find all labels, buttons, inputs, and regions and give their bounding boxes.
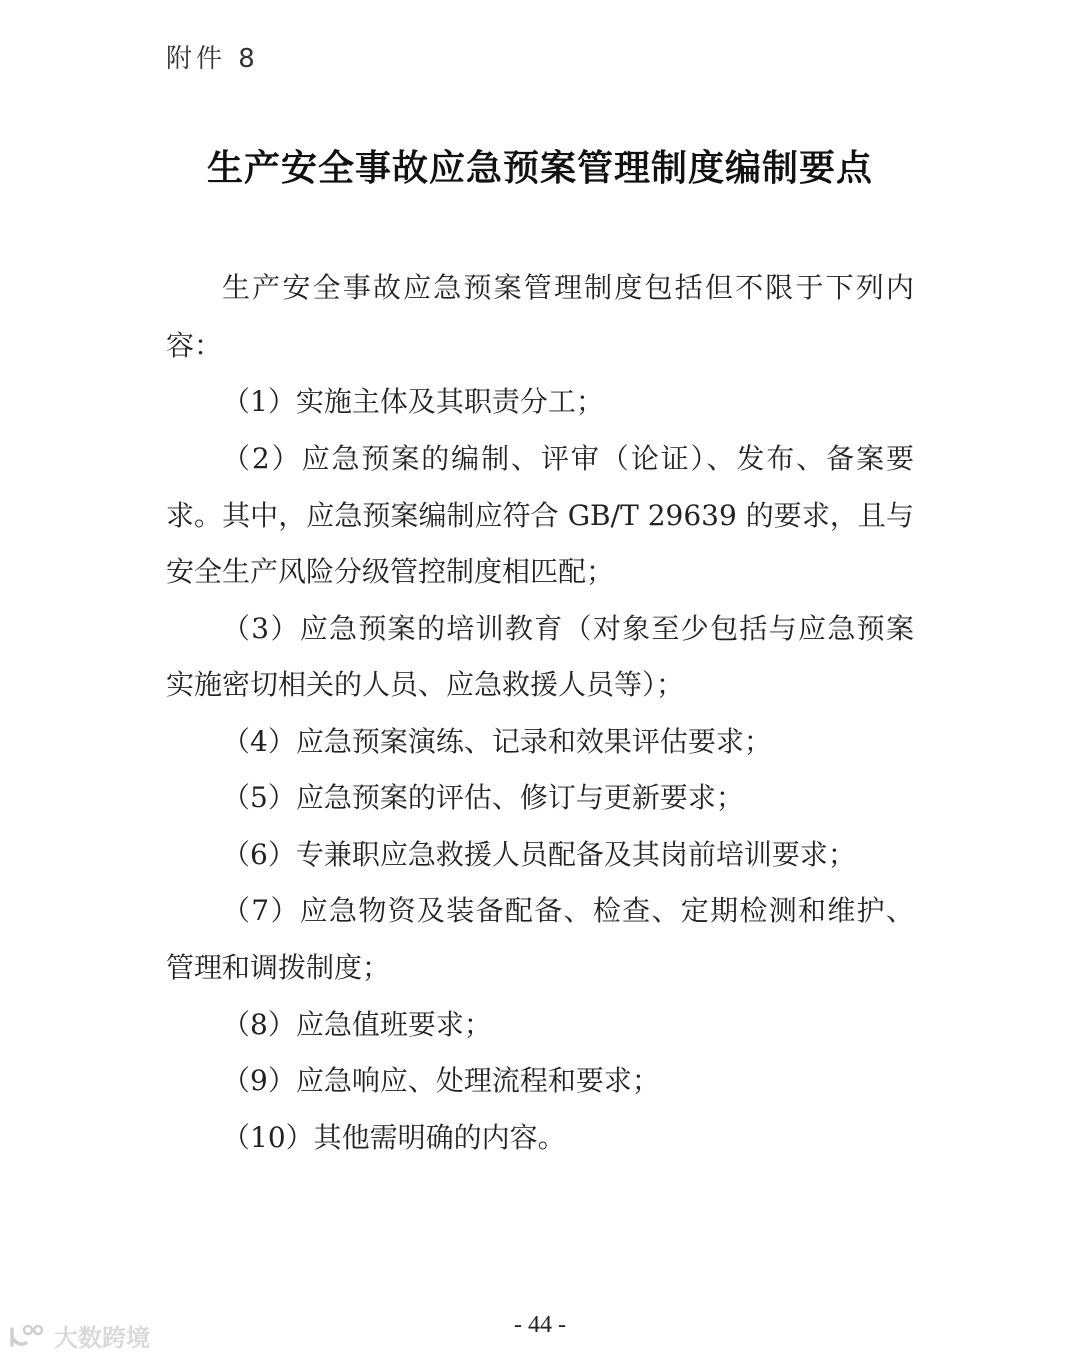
attachment-label: 附件 8	[166, 44, 259, 74]
list-item-3-line-1: （3）应急预案的培训教育（对象至少包括与应急预案	[222, 612, 914, 645]
document-title: 生产安全事故应急预案管理制度编制要点	[206, 147, 873, 189]
page-number: - 44 -	[514, 1312, 566, 1338]
watermark	[8, 1318, 150, 1353]
list-item-5: （5）应急预案的评估、修订与更新要求；	[222, 781, 744, 814]
list-item-7-line-1: （7）应急物资及装备配备、检查、定期检测和维护、	[222, 894, 914, 927]
list-item-1: （1）实施主体及其职责分工；	[222, 385, 604, 418]
watermark-text: 大数跨境	[54, 1324, 150, 1352]
list-item-9: （9）应急响应、处理流程和要求；	[222, 1064, 660, 1097]
list-item-8: （8）应急值班要求；	[222, 1008, 492, 1041]
list-item-4: （4）应急预案演练、记录和效果评估要求；	[222, 725, 772, 758]
watermark-logo-icon	[8, 1323, 48, 1349]
list-item-6: （6）专兼职应急救援人员配备及其岗前培训要求；	[222, 838, 856, 871]
list-item-2-line-2: 求。其中，应急预案编制应符合 GB/T 29639 的要求，且与	[166, 499, 914, 532]
list-item-7-line-2: 管理和调拨制度；	[166, 951, 391, 984]
list-item-2-line-1: （2）应急预案的编制、评审（论证）、发布、备案要	[222, 442, 914, 475]
list-item-10: （10）其他需明确的内容。	[222, 1121, 566, 1154]
intro-line-2: 容：	[166, 329, 223, 362]
list-item-2-line-3: 安全生产风险分级管控制度相匹配；	[166, 555, 615, 588]
intro-line-1: 生产安全事故应急预案管理制度包括但不限于下列内	[222, 271, 914, 304]
list-item-3-line-2: 实施密切相关的人员、应急救援人员等）；	[166, 668, 685, 701]
